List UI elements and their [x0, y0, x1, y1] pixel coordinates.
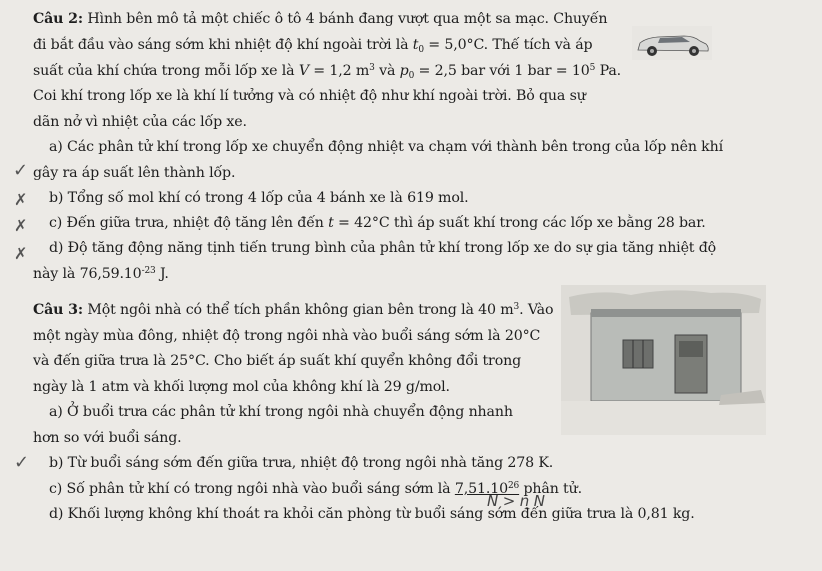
car-image: [632, 26, 712, 60]
q3-item-a-line-1: a) Ở buổi trưa các phân tử khí trong ngôi nhà chuyển động nhanh: [49, 404, 513, 420]
q2-intro-line-5: dãn nở vì nhiệt của các lốp xe.: [33, 114, 247, 130]
checkmark-icon: ✓: [14, 452, 30, 473]
q2-intro-line-2: đi bắt đầu vào sáng sớm khi nhiệt độ khí ngoài trời là $t_0 = 5,0^\circ C$. Thế tích và áp: [33, 37, 593, 55]
q3-line-3: và đến giữa trưa là 25°C. Cho biết áp suất khí quyển không đổi trong: [33, 353, 522, 369]
q3-item-b: b) Từ buổi sáng sớm đến giữa trưa, nhiệt độ trong ngôi nhà tăng 278 K.: [49, 455, 554, 471]
q3-item-d: d) Khối lượng không khí thoát ra khỏi căn phòng từ buổi sáng sớm đến giữa trưa là 0,81 kg.: [49, 506, 695, 522]
q2-intro-line-3: suất của khí chứa trong mỗi lốp xe là V = 1,2 $m^3$ và $p_0 = 2,5$ bar với 1 bar = $10^5$ Pa.: [33, 63, 622, 81]
handwritten-underline-value: 7,51.10$^{26}$: [454, 481, 520, 497]
q3-item-c: c) Số phân tử khí có trong ngôi nhà vào buổi sáng sớm là 7,51.10$^{26}$ phân tử.: [49, 481, 582, 497]
handwritten-scribble: N > n N: [487, 492, 545, 510]
q2-item-d-line-1: d) Độ tăng động năng tịnh tiến trung bình của phân tử khí trong lốp xe do sự gia tăng nhiệt độ: [49, 240, 717, 256]
q2-intro-line-1: Câu 2: Hình bên mô tả một chiếc ô tô 4 bánh đang vượt qua một sa mạc. Chuyến: [33, 11, 608, 27]
q3-title: Câu 3:: [33, 302, 83, 318]
checkmark-icon: ✓: [13, 160, 29, 181]
q2-intro-line-4: Coi khí trong lốp xe là khí lí tưởng và có nhiệt độ như khí ngoài trời. Bỏ qua sự: [33, 88, 586, 104]
q3-line-4: ngày là 1 atm và khối lượng mol của không khí là 29 g/mol.: [33, 379, 450, 395]
q2-title: Câu 2:: [33, 11, 83, 27]
q3-line-2: một ngày mùa đông, nhiệt độ trong ngôi nhà vào buổi sáng sớm là 20°C: [33, 328, 541, 344]
q3-item-a-line-2: hơn so với buổi sáng.: [33, 430, 182, 446]
q2-item-a-line-2: gây ra áp suất lên thành lốp.: [33, 165, 236, 181]
q3-line-1: Câu 3: Một ngôi nhà có thể tích phần không gian bên trong là 40 $m^3$. Vào: [33, 302, 554, 318]
q2-item-c: c) Đến giữa trưa, nhiệt độ tăng lên đến t = 42°C thì áp suất khí trong các lốp xe bằng 28 bar.: [49, 215, 706, 231]
q2-item-a-line-1: a) Các phân tử khí trong lốp xe chuyển động nhiệt va chạm với thành bên trong của lốp nên khí: [49, 139, 723, 155]
q2-item-b: b) Tổng số mol khí có trong 4 lốp của 4 bánh xe là 619 mol.: [49, 190, 469, 206]
cross-mark-icon: ✗: [14, 216, 28, 235]
cross-mark-icon: ✗: [14, 190, 28, 209]
house-image: [561, 285, 766, 435]
cross-mark-icon: ✗: [14, 244, 28, 263]
q2-item-d-line-2: này là $76,59.10^{-23}$ J.: [33, 266, 169, 282]
